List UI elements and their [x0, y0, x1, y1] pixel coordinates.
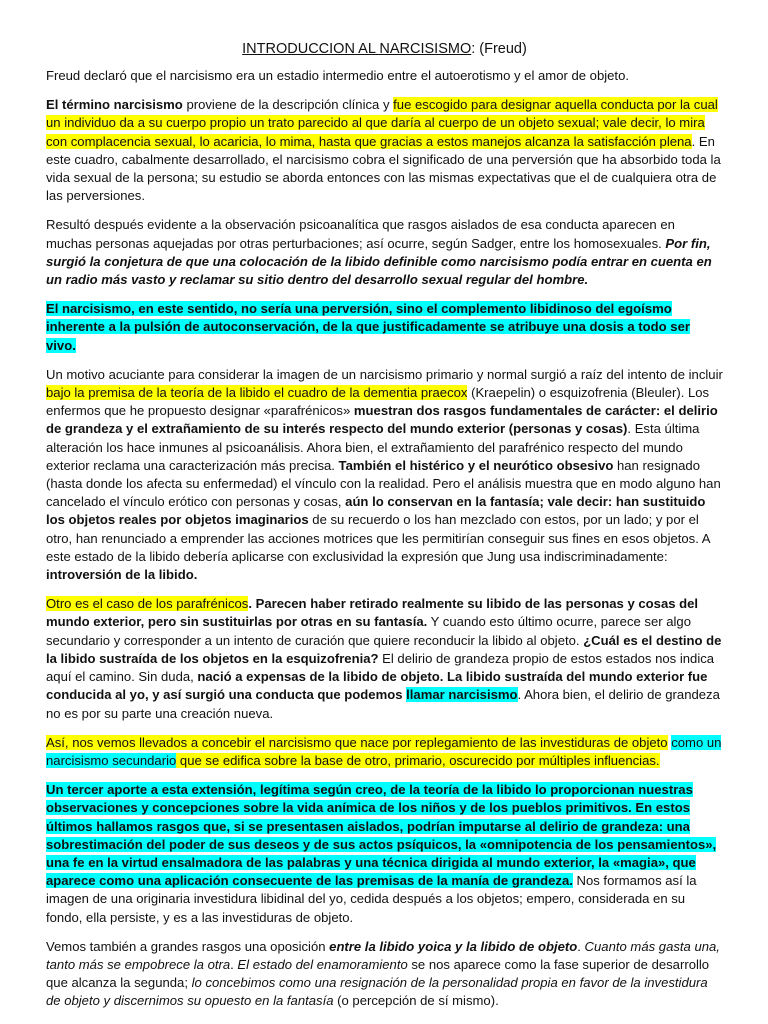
bold-italic-text: Por fin, surgió la conjetura de que una colocación de la libido definible como narcisismo podía entrar en cuenta en un radio más vasto y reclamar su sitio dentro del desarrollo sexual regular del hombre. [46, 235, 712, 288]
highlight-yellow: Así, nos vemos llevados a concebir el narcisismo que nace por replegamiento de las investiduras de objeto [46, 734, 668, 750]
paragraph-2: El término narcisismo proviene de la descripción clínica y fue escogido para designar aquella conducta por la cual un individuo da a su cuerpo propio un trato parecido al que daría al cuerpo de un objeto sexual; vale decir, lo mira con complacencia sexual, lo acaricia, lo mima, hasta que gracias a estos manejos alcanza la satisfacción plena. En este cuadro, cabalmente desarrollado, el narcisismo cobra el significado de una perversión que ha absorbido toda la vida sexual de la persona; su estudio se aborda entonces con las mismas expectativas que el de cualquiera otra de las perversiones. [46, 97, 721, 204]
highlight-yellow: bajo la premisa de la teoría de la libido el cuadro de la dementia praecox [46, 385, 468, 401]
paragraph-3: Resultó después evidente a la observación psicoanalítica que rasgos aislados de esa conducta aparecen en muchas personas aquejadas por otras perturbaciones; así ocurre, según Sadger, entre los homosexuales. Por fin, surgió la conjetura de que una colocación de la libido definible como narcisismo podía entrar en cuenta en un radio más vasto y reclamar su sitio dentro del desarrollo sexual regular del hombre. [46, 217, 712, 288]
paragraph-7 [46, 734, 723, 770]
highlight-yellow: Otro es el caso de los parafrénicos [46, 596, 249, 612]
document-title [46, 40, 723, 58]
highlight-cyan: como un narcisismo secundario [46, 734, 722, 768]
highlight-cyan: llamar narcisismo [406, 687, 518, 703]
paragraph-9: Vemos también a grandes rasgos una oposición entre la libido yoica y la libido de objeto. Cuanto más gasta una, tanto más se empobrece la otra. El estado del enamoramiento se nos aparece como la fase superior de desarrollo que alcanza la segunda; lo concebimos como una resignación de la personalidad propia en favor de la investidura de objeto y discernimos su opuesto en la fantasía (o percepción de sí mismo). [46, 938, 720, 1009]
bold-text: . Parecen haber retirado realmente su libido de las personas y cosas del mundo exterior, pero sin sustituirlas por otras en su fantasía. [46, 596, 699, 630]
title-author: : (Freud) [471, 41, 527, 57]
paragraph-4 [46, 300, 723, 355]
italic-text: lo concebimos como una resignación de la personalidad propia en favor de la investidura de objeto y discernimos su opuesto en la fantasía [46, 975, 708, 1009]
bold-text: introversión de la libido. [46, 567, 198, 583]
bold-text: nació a expensas de la libido de objeto. La libido sustraída del mundo exterior fue conducida al yo, y así surgió una conducta que podemos [46, 669, 708, 703]
bold-text: muestran dos rasgos fundamentales de carácter: el delirio de grandeza y el extrañamiento de su interés respecto del mundo exterior (personas y cosas) [46, 403, 718, 437]
italic-text: El estado del enamoramiento [237, 956, 408, 972]
bold-text: También el histérico y el neurótico obsesivo [338, 457, 614, 473]
highlight-yellow: que se edifica sobre la base de otro, primario, oscurecido por múltiples influencias. [176, 752, 660, 768]
highlight-cyan: El narcisismo, en este sentido, no sería una perversión, sino el complemento libidinoso del egoísmo inherente a la pulsión de autoconservación, de la que justificadamente se atribuye una dosis a todo ser vivo. [46, 301, 690, 353]
paragraph-1: Freud declaró que el narcisismo era un estadio intermedio entre el autoerotismo y el amor de objeto. [46, 68, 629, 83]
bold-text: ¿Cuál es el destino de la libido sustraída de los objetos en la esquizofrenia? [46, 632, 722, 666]
highlight-yellow: fue escogido para designar aquella conducta por la cual un individuo da a su cuerpo propio un trato parecido al que daría al cuerpo de un objeto sexual; vale decir, lo mira con complacencia sexual, lo acaricia, lo mima, hasta que gracias a estos manejos alcanza la satisfacción plena [46, 97, 718, 149]
bold-italic-text: entre la libido yoica y la libido de objeto [329, 938, 578, 954]
highlight-cyan: Un tercer aporte a esta extensión, legítima según creo, de la teoría de la libido lo proporcionan nuestras observaciones y concepciones sobre la vida anímica de los niños y de los pueblos primitivos. En estos últimos hallamos rasgos que, si se presentasen aislados, podrían imputarse al delirio de grandeza: una sobrestimación del poder de sus deseos y de sus actos psíquicos, la «omnipotencia de los pensamientos», una fe en la virtud ensalmadora de las palabras y una técnica dirigida al mundo exterior, la «magia», que aparece como una aplicación consecuente de las premisas de la manía de grandeza. [46, 782, 717, 889]
paragraph-5: Un motivo acuciante para considerar la imagen de un narcisismo primario y normal surgió a raíz del intento de incluir bajo la premisa de la teoría de la libido el cuadro de la dementia praecox (Kraepelin) o esquizofrenia (Bleuler). Los enfermos que he propuesto designar «parafrénicos» muestran dos rasgos fundamentales de carácter: el delirio de grandeza y el extrañamiento de su interés respecto del mundo exterior (personas y cosas). Esta última alteración los hace inmunes al psicoanálisis. Ahora bien, el extrañamiento del parafrénico respecto del mundo exterior reclama una caracterización más precisa. También el histérico y el neurótico obsesivo han resignado (hasta donde los afecta su enfermedad) el vínculo con la realidad. Pero el análisis muestra que en modo alguno han cancelado el vínculo erótico con personas y cosas, aún lo conservan en la fantasía; vale decir: han sustituido los objetos reales por objetos imaginarios de su recuerdo o los han mezclado con estos, por un lado; y por el otro, han renunciado a emprender las acciones motrices que les permitirían conseguir sus fines en esos objetos. A este estado de la libido debería aplicarse con exclusividad la expresión que Jung usa indiscriminadamente: introversión de la libido. [46, 366, 723, 583]
bold-text: El término narcisismo [46, 97, 183, 113]
title-main: INTRODUCCION AL NARCISISMO [242, 41, 472, 57]
paragraph-6: Otro es el caso de los parafrénicos. Parecen haber retirado realmente su libido de las personas y cosas del mundo exterior, pero sin sustituirlas por otras en su fantasía. Y cuando esto último ocurre, parece ser algo secundario y corresponder a un intento de curación que quiere reconducir la libido al objeto. ¿Cuál es el destino de la libido sustraída de los objetos en la esquizofrenia? El delirio de grandeza propio de estos estados nos indica aquí el camino. Sin duda, nació a expensas de la libido de objeto. La libido sustraída del mundo exterior fue conducida al yo, y así surgió una conducta que podemos llamar narcisismo. Ahora bien, el delirio de grandeza no es por su parte una creación nueva. [46, 596, 722, 721]
bold-text: aún lo conservan en la fantasía; vale decir: han sustituido los objetos reales por objetos imaginarios [46, 494, 706, 528]
paragraph-8: Un tercer aporte a esta extensión, legítima según creo, de la teoría de la libido lo proporcionan nuestras observaciones y concepciones sobre la vida anímica de los niños y de los pueblos primitivos. En estos últimos hallamos rasgos que, si se presentasen aislados, podrían imputarse al delirio de grandeza: una sobrestimación del poder de sus deseos y de sus actos psíquicos, la «omnipotencia de los pensamientos», una fe en la virtud ensalmadora de las palabras y una técnica dirigida al mundo exterior, la «magia», que aparece como una aplicación consecuente de las premisas de la manía de grandeza. Nos formamos así la imagen de una originaria investidura libidinal del yo, cedida después a los objetos; empero, considerada en su fondo, ella persiste, y es a las investiduras de objeto. [46, 782, 717, 925]
italic-text: Cuanto más gasta una, tanto más se empobrece la otra [46, 938, 720, 972]
